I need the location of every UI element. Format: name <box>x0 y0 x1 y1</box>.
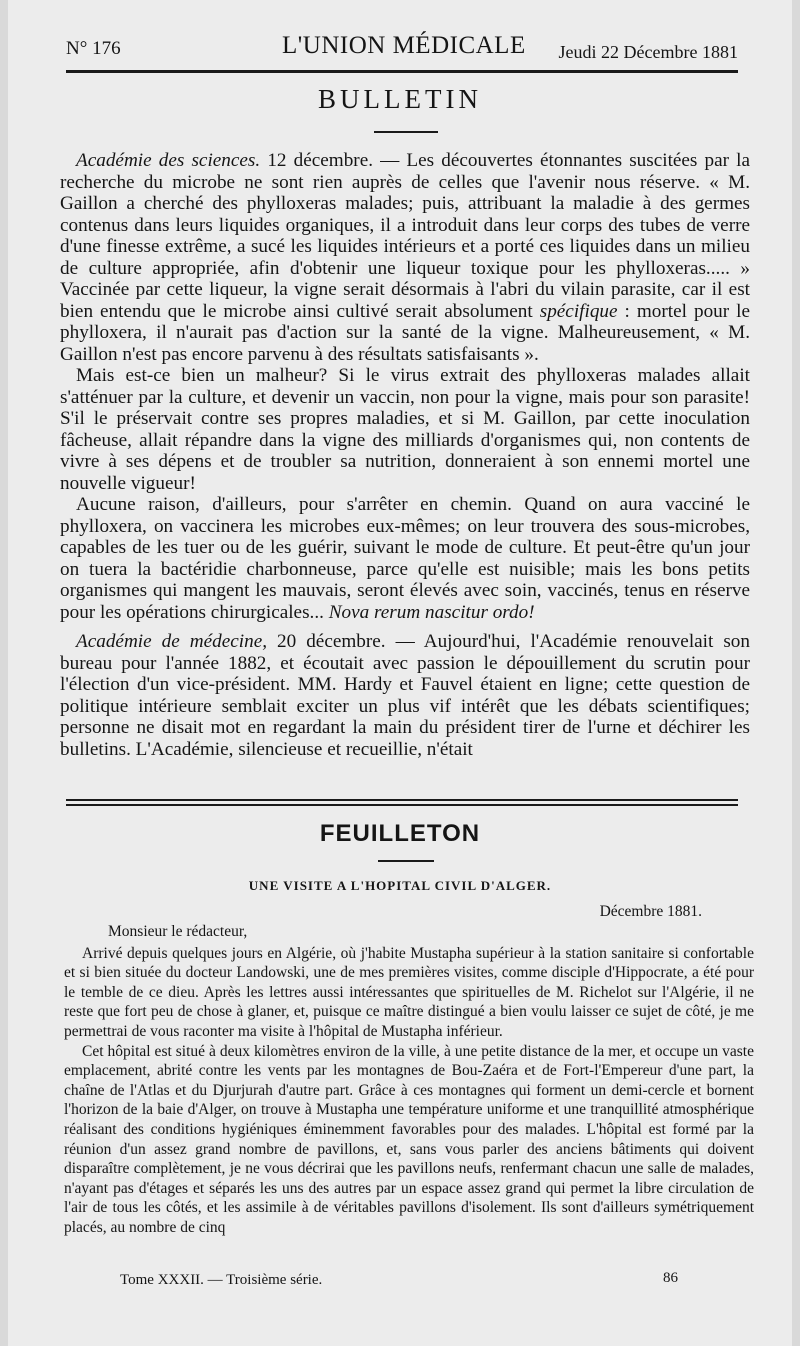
volume-info: Tome XXXII. — Troisième série. <box>120 1272 323 1288</box>
bulletin-paragraph-2: Mais est-ce bien un malheur? Si le virus extrait des phylloxeras malades allait s'atténuer par la culture, et devenir un vaccin, non pour la vigne, mais pour son parasite! S'il le préservait contre ses propres maladies, et si M. Gaillon, par cette inoculation fâcheuse, allait répandre dans la vigne des milliards d'organismes qui, non contents de vivre à ses dépens et de troubler sa nutrition, donneraient à son ennemi mortel une nouvelle vigueur! <box>60 365 750 494</box>
salutation: Monsieur le rédacteur, <box>108 923 248 940</box>
bulletin-paragraph-3: Aucune raison, d'ailleurs, pour s'arrêter en chemin. Quand on aura vacciné le phylloxera, on vaccinera les microbes eux-mêmes; on leur trouvera des sous-microbes, capables de les tuer ou de les guérir, suivant le mode de culture. Et peut-être qu'un jour on tuera la bactéridie charbonneuse, parce qu'elle est nuisible; mais les bons petits organismes qui mangent les mauvais, seront élevés avec soin, vaccinés, tenus en réserve pour les opérations chirurgicales... Nova rerum nascitur ordo! <box>60 494 750 623</box>
section-divider <box>66 799 738 806</box>
feuilleton-title-rule <box>378 860 434 862</box>
bulletin-title-rule <box>374 131 438 133</box>
feuilleton-title: FEUILLETON <box>319 820 481 847</box>
article-date: Décembre 1881. <box>599 903 702 920</box>
bulletin-body <box>60 150 750 760</box>
feuilleton-body <box>64 922 754 1238</box>
header-rule <box>66 70 738 73</box>
bulletin-paragraph-4: Académie de médecine, 20 décembre. — Aujourd'hui, l'Académie renouvelait son bureau pour l'année 1882, et écoutait avec passion le dépouillement du scrutin pour l'élection d'un vice-président. MM. Hardy et Fauvel étaient en ligne; cette question de politique intérieure semblait exciter un plus vif intérêt que les débats scientifiques; personne ne disait mot en regardant la main du président tirer de l'urne et déchirer les bulletins. L'Académie, silencieuse et recueillie, n'était <box>60 631 750 760</box>
section-lead-academie-sciences: Académie des sciences. <box>76 150 261 171</box>
bulletin-title: BULLETIN <box>318 84 482 114</box>
feuilleton-paragraph-2: Cet hôpital est situé à deux kilomètres environ de la ville, à une petite distance de la mer, et occupe un vaste emplacement, abrité contre les vents par les montagnes de Bou-Zaéra et de Fort-l'Empereur d'une part, la chaîne de l'Atlas et du Djurjurah d'autre part. Grâce à ces montagnes qui forment un demi-cercle et bornent l'horizon de la baie d'Alger, on trouve à Mustapha une température uniforme et une tranquillité atmosphérique réalisant des conditions hygiéniques éminemment favorables pour des malades. L'hôpital est formé par la réunion d'un assez grand nombre de pavillons, et, sans vous parler des anciens bâtiments qui doivent disparaître complètement, je ne vous décrirai que les pavillons neufs, renfermant chacun une salle de malades, n'ayant pas d'étages et séparés les uns des autres par un espace assez grand qui permet la libre circulation de l'air de tous les côtés, et les assimile à de véritables pavillons d'isolement. Ils sont d'ailleurs symétriquement placés, au nombre de cinq <box>64 1042 754 1236</box>
newspaper-page <box>8 0 792 1346</box>
feuilleton-paragraph-1: Arrivé depuis quelques jours en Algérie, où j'habite Mustapha supérieur à la station sanitaire si confortable et si bien située du docteur Landowski, une de mes premières visites, comme disciple d'Hippocrate, a été pour le temble de ce dieu. Après les lettres aussi intéressantes que spirituelles de M. Richelot sur l'Algérie, il ne reste que fort peu de chose à glaner, et, puisque ce maître distingué a bien voulu laisser ce sujet de côté, je me permettrai de vous raconter ma visite à l'hôpital de Mustapha inférieur. <box>64 944 754 1040</box>
bulletin-paragraph-1: Académie des sciences. 12 décembre. — Les découvertes étonnantes suscitées par la recherche du microbe ne sont rien auprès de celles que l'avenir nous réserve. « M. Gaillon a cherché des phylloxeras malades; puis, attribuant la maladie à des germes contenus dans leurs liquides organiques, il a introduit dans leur corps des tubes de verre d'une finesse extrême, a sucé les liquides intérieurs et a porté ces liquides dans un milieu de culture appropriée, afin d'obtenir une liqueur toxique pour les phylloxeras..... » Vaccinée par cette liqueur, la vigne serait désormais à l'abri du vilain parasite, car il est bien entendu que le microbe ainsi cultivé serait absolument spécifique : mortel pour le phylloxera, il n'aurait pas d'action sur la santé de la vigne. Malheureusement, « M. Gaillon n'est pas encore parvenu à des résultats satisfaisants ». <box>60 150 751 365</box>
journal-title: L'UNION MÉDICALE <box>282 32 526 59</box>
issue-number: N° 176 <box>66 38 121 59</box>
page-number: 86 <box>663 1270 678 1286</box>
article-title: UNE VISITE A L'HOPITAL CIVIL D'ALGER. <box>248 878 552 893</box>
section-lead-academie-medecine: Académie de médecine, <box>76 631 268 652</box>
page-header <box>66 32 738 68</box>
issue-date: Jeudi 22 Décembre 1881 <box>558 42 738 62</box>
page-footer <box>120 1272 678 1296</box>
